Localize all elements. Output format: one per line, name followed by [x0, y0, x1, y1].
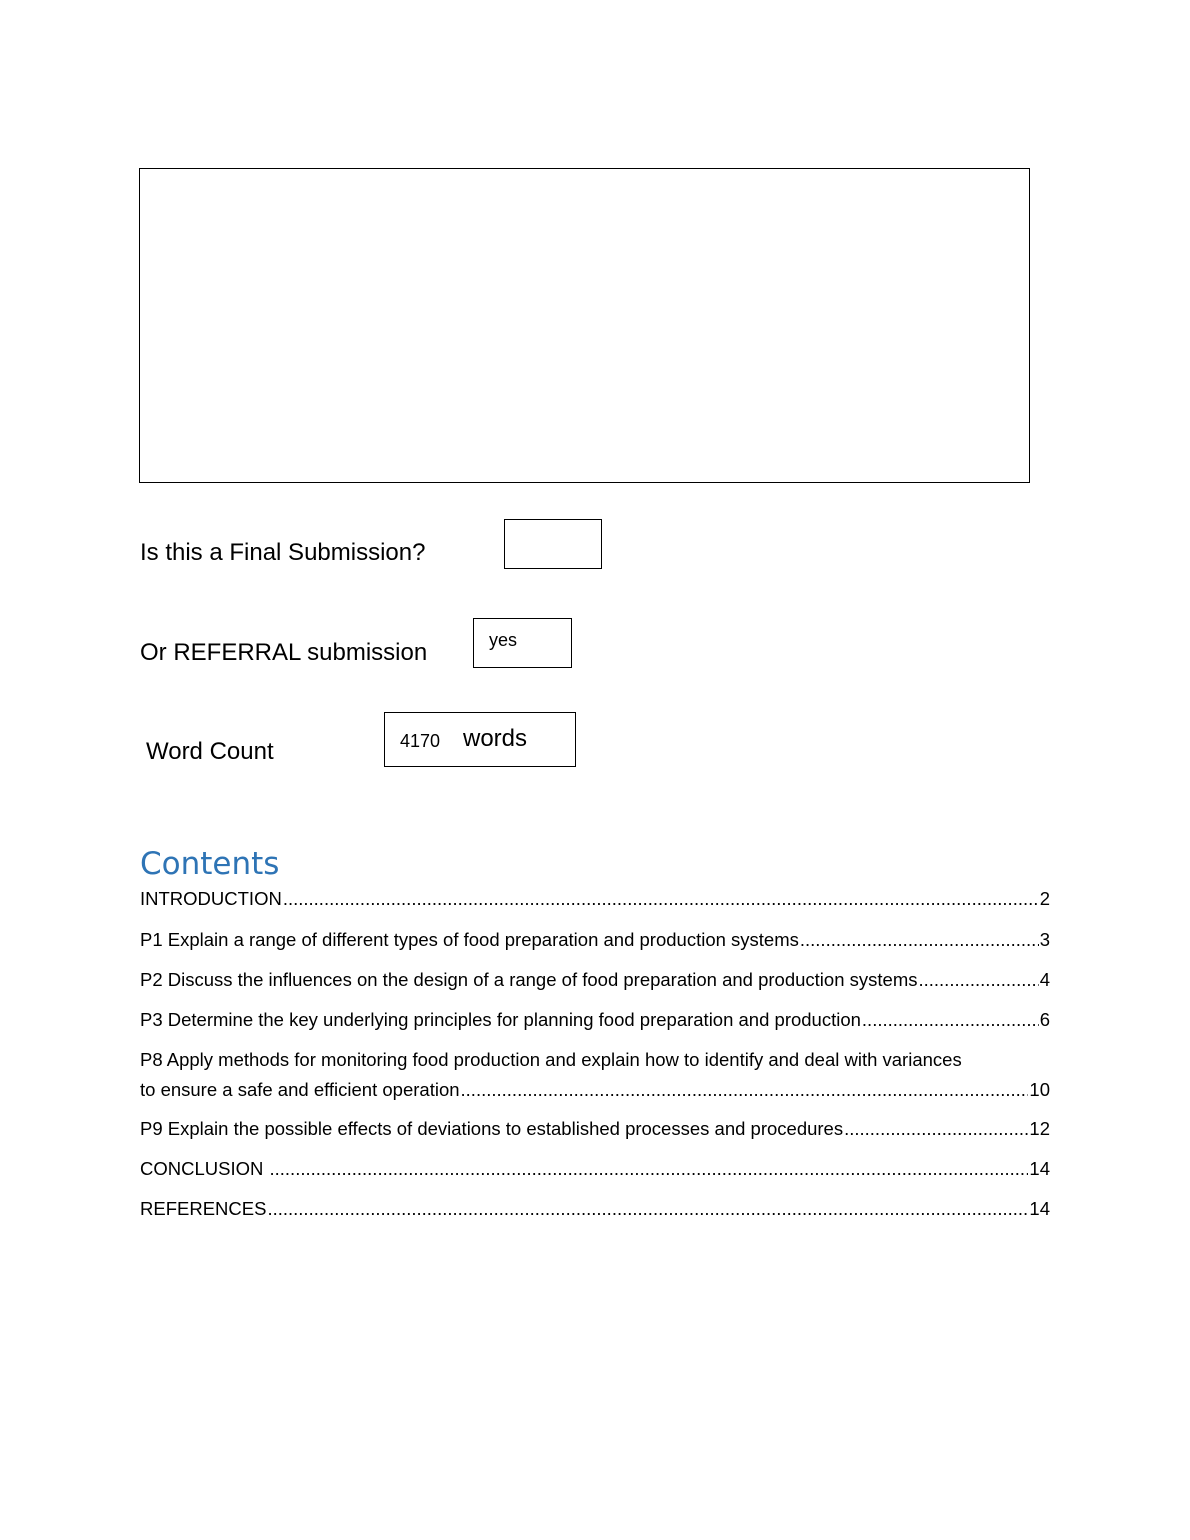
toc-entry-text: P2 Discuss the influences on the design of a range of food preparation and production systems — [140, 969, 918, 990]
referral-submission-field[interactable] — [473, 618, 572, 668]
toc-page-number: 6 — [1039, 1009, 1050, 1030]
toc-entry-text: P9 Explain the possible effects of deviations to established processes and procedures — [140, 1118, 844, 1139]
word-count-label: Word Count — [146, 738, 274, 765]
word-count-value: 4170 — [400, 731, 441, 751]
toc-entry-text: P1 Explain a range of different types of food preparation and production systems — [140, 929, 799, 950]
toc-leader-dots — [267, 1198, 1028, 1220]
toc-entry-text-line2: to ensure a safe and efficient operation — [140, 1079, 460, 1100]
toc-leader-dots — [862, 1009, 1039, 1031]
toc-page-number: 4 — [1039, 969, 1050, 990]
contents-heading: Contents — [140, 846, 280, 882]
toc-entry-p8[interactable] — [140, 1031, 1050, 1101]
toc-page-number: 3 — [1039, 929, 1050, 950]
toc-leader-dots — [270, 1158, 1029, 1180]
toc-page-number: 14 — [1029, 1158, 1050, 1179]
toc-entry-p3[interactable] — [140, 991, 1050, 1031]
final-submission-field[interactable] — [504, 519, 602, 569]
word-count-field[interactable] — [384, 712, 576, 767]
toc-entry-conclusion[interactable] — [140, 1140, 1050, 1180]
toc-entry-text: INTRODUCTION — [140, 888, 282, 909]
toc-entry-p2[interactable] — [140, 951, 1050, 991]
final-submission-label: Is this a Final Submission? — [140, 539, 426, 566]
toc-entry-introduction[interactable] — [140, 888, 1050, 911]
toc-entry-text: P3 Determine the key underlying principles for planning food preparation and production — [140, 1009, 861, 1030]
toc-page-number: 10 — [1029, 1079, 1050, 1100]
word-count-unit: words — [463, 725, 528, 752]
toc-page-number: 2 — [1039, 888, 1050, 909]
toc-leader-dots — [283, 888, 1039, 910]
toc-entry-text-line1: P8 Apply methods for monitoring food production and explain how to identify and deal with variances — [140, 1049, 962, 1070]
table-of-contents — [140, 888, 1050, 1220]
toc-entry-references[interactable] — [140, 1180, 1050, 1220]
toc-leader-dots — [844, 1118, 1028, 1140]
toc-entry-text: CONCLUSION — [140, 1158, 269, 1179]
cover-box — [139, 168, 1030, 483]
toc-page-number: 14 — [1029, 1198, 1050, 1219]
referral-submission-label: Or REFERRAL submission — [140, 639, 428, 666]
toc-entry-text: REFERENCES — [140, 1198, 267, 1219]
toc-entry-p9[interactable] — [140, 1101, 1050, 1140]
toc-leader-dots — [918, 969, 1038, 991]
toc-entry-p1[interactable] — [140, 911, 1050, 951]
toc-leader-dots — [800, 929, 1039, 951]
referral-submission-value: yes — [489, 630, 518, 650]
toc-page-number: 12 — [1029, 1118, 1050, 1139]
toc-leader-dots — [461, 1079, 1029, 1101]
